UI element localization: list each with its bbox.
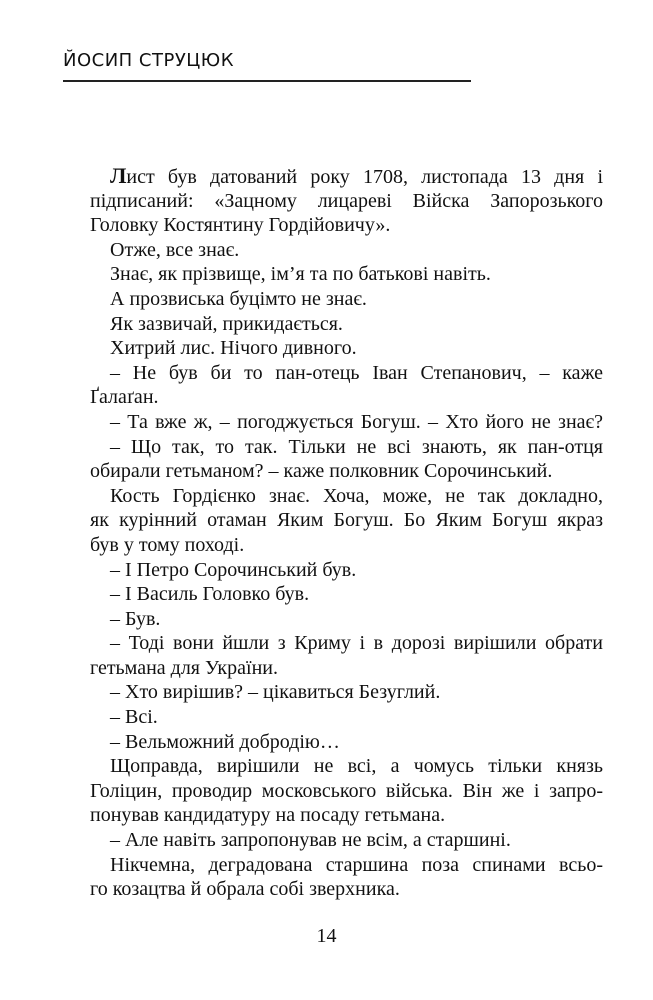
text-line — [90, 582, 603, 607]
page-number: 14 — [316, 925, 337, 947]
line-text: підписаний: «Зацному лицареві Війска Запорозького — [90, 189, 603, 212]
line-text: Хитрий лис. Нічого дивного. — [110, 337, 357, 360]
text-line — [90, 262, 603, 287]
line-text: Щоправда, вирішили не всі, а чомусь тільки князь — [110, 755, 603, 778]
text-line — [90, 803, 603, 828]
text-line — [90, 877, 603, 902]
line-text: Нікчемна, деградована старшина поза спинами всьо- — [110, 853, 603, 876]
line-text: Знає, як прізвище, ім’я та по батькові навіть. — [110, 263, 491, 286]
text-line — [90, 754, 603, 779]
text-line — [90, 680, 603, 705]
line-text: був у тому поході. — [90, 533, 245, 556]
line-text: – Та вже ж, – погоджується Богуш. – Хто його не знає? — [110, 410, 603, 433]
text-line — [90, 238, 603, 263]
text-line — [90, 410, 603, 435]
line-text: Головку Костянтину Гордійовичу». — [90, 214, 391, 237]
line-text: Як зазвичай, прикидається. — [110, 312, 343, 335]
text-line — [90, 533, 603, 558]
line-text: ист був датований року 1708, листопада 13 дня і — [126, 166, 603, 188]
text-line — [90, 435, 603, 460]
text-line — [90, 730, 603, 755]
header-rule — [63, 80, 471, 82]
text-line — [90, 607, 603, 632]
text-line — [90, 189, 603, 214]
line-text: – І Василь Головко був. — [110, 583, 310, 606]
line-text: як курінний отаман Яким Богуш. Бо Яким Богуш якраз — [90, 509, 603, 532]
initial-letter: Л — [110, 163, 127, 188]
text-line — [90, 508, 603, 533]
line-text: обирали гетьманом? – каже полковник Сорочинський. — [90, 460, 553, 483]
line-text: Отже, все знає. — [110, 238, 240, 261]
text-line — [90, 484, 603, 509]
line-text: Кость Гордієнко знає. Хоча, може, не так докладно, — [110, 484, 603, 507]
text-line — [90, 336, 603, 361]
text-line — [90, 779, 603, 804]
body-text — [90, 164, 603, 902]
line-text: – Не був би то пан-отець Іван Степанович, – каже — [110, 361, 603, 384]
text-line — [90, 287, 603, 312]
line-text: – Хто вирішив? – цікавиться Безуглий. — [110, 681, 441, 704]
line-text: го козацтва й обрала собі зверхника. — [90, 878, 400, 901]
line-text: – Що так, то так. Тільки не всі знають, як пан-отця — [110, 435, 603, 458]
line-text: – Вельможний добродію… — [110, 730, 340, 753]
text-line — [90, 164, 603, 189]
text-line — [90, 361, 603, 386]
line-text: понував кандидатуру на посаду гетьмана. — [90, 804, 446, 827]
line-text: – І Петро Сорочинський був. — [110, 558, 357, 581]
text-line — [90, 459, 603, 484]
text-line — [90, 558, 603, 583]
text-line — [90, 213, 603, 238]
text-line — [90, 828, 603, 853]
text-line — [90, 705, 603, 730]
text-line — [90, 385, 603, 410]
line-text: – Але навіть запропонував не всім, а старшині. — [110, 829, 511, 852]
line-text: А прозвиська буцімто не знає. — [110, 287, 367, 310]
text-line — [90, 631, 603, 656]
text-line — [90, 853, 603, 878]
line-text: – Був. — [110, 607, 161, 630]
line-text: – Тоді вони йшли з Криму і в дорозі вирішили обрати — [110, 632, 603, 655]
line-text: – Всі. — [110, 706, 158, 729]
line-text: Ґалаґан. — [90, 386, 159, 409]
text-line — [90, 312, 603, 337]
text-line — [90, 656, 603, 681]
line-text: гетьмана для України. — [90, 656, 278, 679]
running-header: ЙОСИП СТРУЦЮК — [63, 50, 234, 71]
line-text: Голіцин, проводир московського війська. Він же і запро- — [90, 779, 603, 802]
